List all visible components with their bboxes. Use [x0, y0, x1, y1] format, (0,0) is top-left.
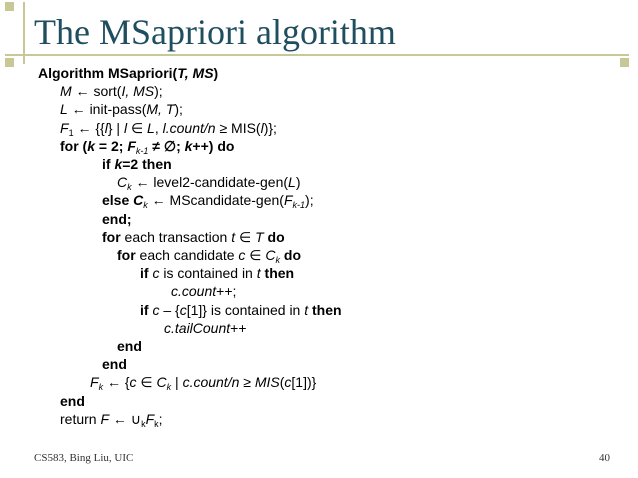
code-line	[38, 64, 218, 82]
code-token: l	[260, 119, 264, 136]
code-token: if	[140, 301, 153, 318]
code-token: k	[275, 255, 281, 265]
code-token: do	[263, 228, 285, 245]
code-token: else	[102, 192, 134, 209]
code-token: c.count/n	[182, 374, 240, 391]
code-token: l	[123, 119, 128, 136]
code-token: for	[102, 228, 121, 245]
code-token: ∈	[136, 374, 157, 391]
code-token: [1])}	[291, 374, 317, 391]
code-token: c.tailCount	[164, 319, 231, 336]
code-token: ;	[158, 410, 163, 427]
code-token: do	[280, 247, 302, 263]
code-token: Algorithm MSapriori(	[38, 65, 178, 81]
code-token: C	[265, 247, 276, 263]
code-token: )	[295, 174, 301, 191]
code-token: T	[255, 228, 264, 245]
title-horizontal-rule	[5, 54, 629, 56]
code-token: t	[231, 228, 236, 245]
code-line	[60, 392, 85, 410]
code-token: c.count	[171, 283, 217, 300]
code-line	[117, 173, 301, 191]
code-token: end	[60, 392, 85, 409]
code-token: C	[133, 192, 144, 209]
code-token: C	[117, 174, 128, 191]
code-token: (	[279, 374, 285, 391]
code-line	[60, 410, 163, 428]
slide-title: The MSapriori algorithm	[34, 12, 396, 52]
code-token: M, T	[146, 101, 175, 118]
page-number: 40	[599, 452, 610, 464]
code-token: k	[166, 382, 172, 393]
code-token: ← level2-candidate-gen(	[131, 174, 289, 191]
rule-square-1	[5, 2, 14, 11]
code-token: k	[114, 156, 123, 172]
code-token: ≠ ∅;	[148, 137, 185, 154]
code-token: F	[145, 410, 155, 427]
rule-square-3	[620, 58, 629, 67]
code-token: t	[256, 265, 261, 282]
code-token: c	[238, 247, 246, 263]
code-token: k	[143, 200, 148, 211]
code-token: c	[129, 374, 137, 391]
code-token: ≥	[239, 374, 255, 391]
code-token: )	[213, 65, 219, 81]
code-token: k	[98, 382, 104, 393]
code-token: ++	[230, 319, 247, 336]
code-token: );	[305, 192, 314, 209]
code-token: if	[140, 265, 153, 282]
code-token: l.count/n	[162, 119, 216, 136]
code-token: k	[127, 182, 132, 193]
code-token: F	[100, 410, 110, 427]
code-token: ← ∪	[109, 410, 142, 427]
code-token: M	[60, 83, 72, 100]
code-token: k	[141, 418, 146, 429]
code-token: ← {	[103, 374, 130, 391]
code-line	[60, 100, 183, 118]
code-token: ∈	[235, 228, 256, 245]
code-line	[60, 119, 277, 137]
code-token: T, MS	[177, 65, 214, 81]
code-token: c	[152, 265, 160, 282]
code-line	[102, 228, 285, 246]
code-token: = 2;	[95, 137, 128, 154]
code-token: =2 then	[122, 156, 172, 172]
code-token: then	[308, 301, 342, 318]
code-line	[102, 355, 127, 373]
footer-course: CS583, Bing Liu, UIC	[34, 452, 134, 464]
code-token: (	[78, 137, 88, 154]
code-token: c	[284, 374, 292, 391]
code-token: |	[171, 374, 183, 391]
code-token: ++) do	[192, 137, 235, 154]
code-token: k-1	[135, 145, 149, 156]
code-token: ← MScandidate-gen(	[147, 192, 284, 209]
code-token: ← sort(	[71, 83, 122, 100]
code-line	[164, 319, 247, 337]
code-line	[60, 82, 163, 100]
code-token: each candidate	[135, 247, 239, 263]
code-token: } |	[107, 119, 124, 136]
code-token: ← {{	[73, 119, 105, 136]
code-token: F	[60, 119, 69, 136]
code-token: end	[117, 338, 142, 354]
code-token: l	[104, 119, 108, 136]
code-line	[102, 155, 172, 173]
code-line	[117, 246, 301, 264]
code-token: then	[260, 265, 295, 282]
code-line	[140, 301, 342, 319]
code-token: L	[288, 174, 296, 191]
code-token: each transaction	[120, 228, 232, 245]
code-token: L	[60, 101, 68, 118]
code-token: C	[156, 374, 167, 391]
code-token: ++;	[216, 283, 237, 300]
code-token: k	[184, 137, 193, 154]
code-token: c	[179, 301, 187, 318]
code-token: )};	[263, 119, 277, 136]
code-line	[90, 373, 316, 391]
code-token: k	[154, 418, 159, 429]
code-token: F	[283, 192, 293, 209]
code-token: ← init-pass(	[67, 101, 147, 118]
code-token: for	[60, 137, 79, 154]
code-token: I, MS	[121, 83, 155, 100]
code-line	[60, 137, 234, 155]
code-token: is contained in	[159, 265, 257, 282]
code-token: 1	[68, 127, 74, 138]
code-token: if	[102, 156, 115, 172]
code-token: – {	[159, 301, 180, 318]
code-token: for	[117, 247, 136, 263]
code-token: ,	[154, 119, 163, 136]
code-token: );	[154, 83, 163, 100]
code-token: [1]} is contained in	[186, 301, 305, 318]
code-line	[117, 337, 142, 355]
code-line	[102, 191, 314, 209]
code-token: end	[102, 356, 127, 373]
code-token: L	[147, 119, 155, 136]
code-line	[140, 264, 294, 282]
code-token: ≥ MIS(	[215, 119, 261, 136]
code-token: return	[60, 410, 101, 427]
code-token: );	[174, 101, 183, 118]
rule-square-2	[5, 58, 14, 67]
code-token: t	[304, 301, 309, 318]
code-token: end;	[102, 210, 132, 227]
code-token: c	[152, 301, 160, 318]
code-token: ∈	[127, 119, 148, 136]
code-token: ∈	[245, 247, 266, 263]
code-token: F	[90, 374, 99, 391]
code-line	[102, 210, 132, 228]
code-token: F	[127, 137, 136, 154]
code-token: MIS	[254, 374, 280, 391]
code-token: k-1	[292, 200, 306, 211]
code-token: k	[87, 137, 96, 154]
code-line	[171, 282, 236, 300]
